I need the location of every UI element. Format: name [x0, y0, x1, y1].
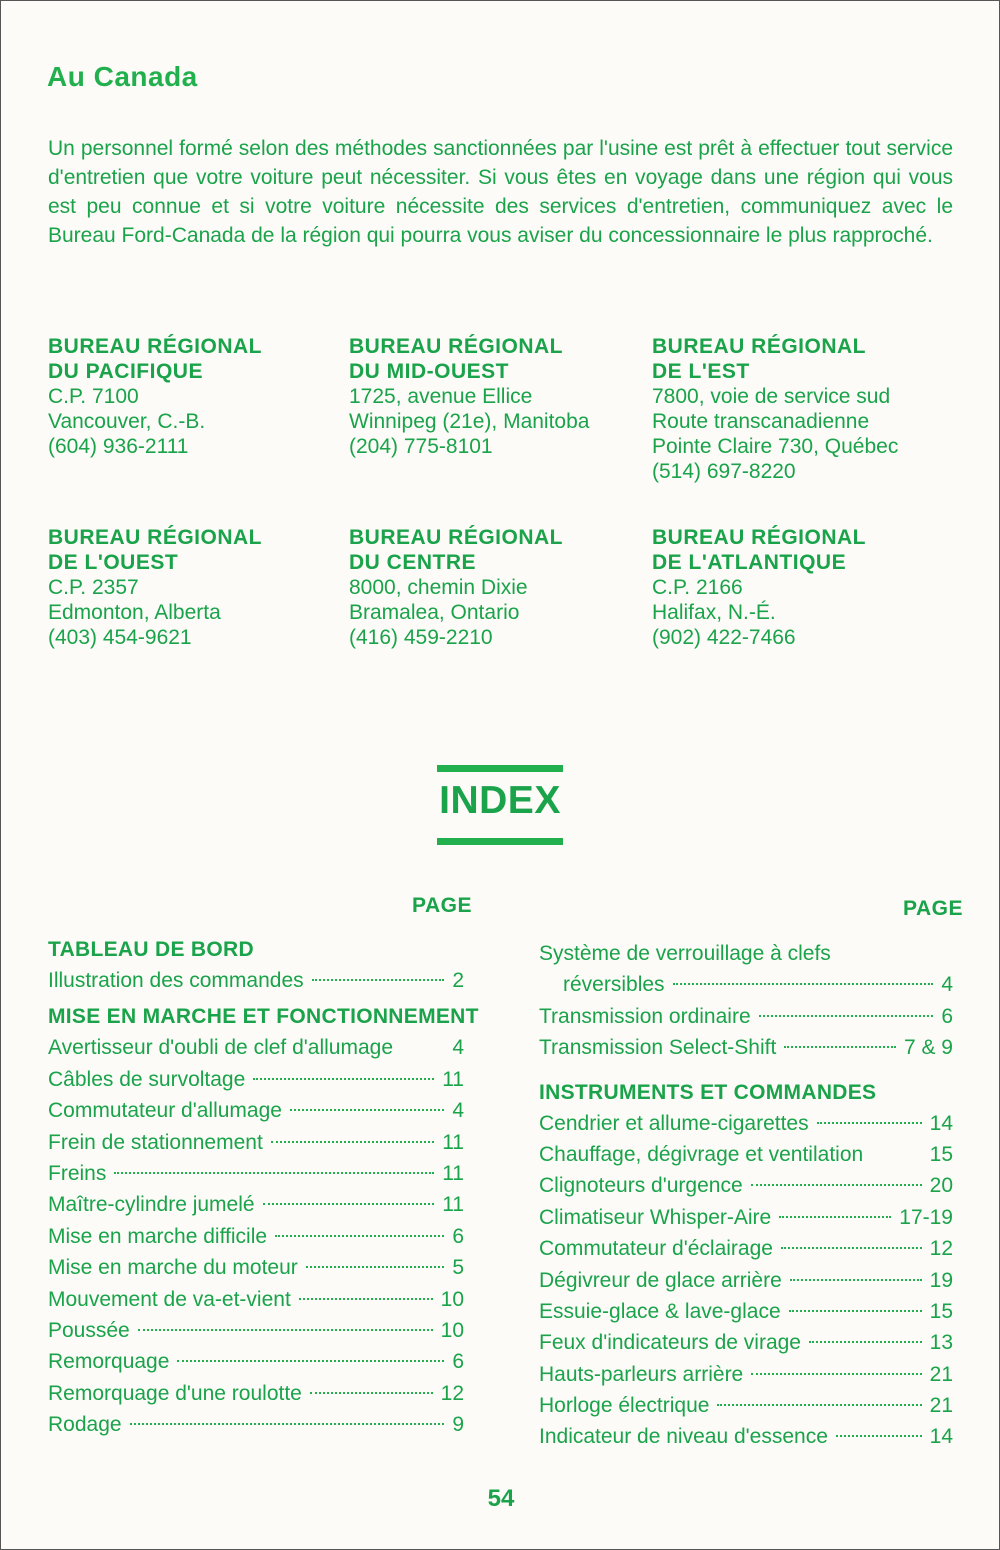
index-entry: réversibles 4: [563, 973, 953, 997]
office-address-line: C.P. 2357: [48, 576, 139, 599]
index-entry: Mise en marche difficile 6: [48, 1224, 464, 1248]
office-phone: (416) 459-2210: [349, 626, 493, 649]
index-entry: Illustration des commandes 2: [48, 969, 464, 992]
index-entry: Avertisseur d'oubli de clef d'allumage 4: [48, 1036, 464, 1060]
index-entry: Mise en marche du moteur 5: [48, 1256, 464, 1280]
index-section-title: INSTRUMENTS ET COMMANDES: [539, 1080, 877, 1104]
index-entry: Dégivreur de glace arrière 19: [539, 1268, 953, 1292]
index-column-left: [48, 934, 479, 1440]
index-bottom-rule: [437, 838, 563, 845]
index-entry: Feux d'indicateurs de virage 13: [539, 1331, 953, 1355]
index-entry: Freins 11: [48, 1161, 464, 1185]
index-entry: Cendrier et allume-cigarettes 14: [539, 1111, 953, 1135]
index-top-rule: [437, 765, 563, 772]
index-entry: Câbles de survoltage 11: [48, 1067, 464, 1091]
office-mid-ouest: [349, 334, 649, 459]
office-title: BUREAU RÉGIONAL: [652, 335, 867, 358]
index-entry: Horloge électrique 21: [539, 1394, 953, 1418]
office-pacifique: [48, 334, 348, 459]
office-ouest: [48, 525, 348, 650]
office-address-line: C.P. 2166: [652, 576, 743, 599]
section-heading: Au Canada: [47, 61, 198, 92]
office-est: [652, 334, 952, 484]
office-address-line: Bramalea, Ontario: [349, 601, 520, 624]
page-column-header-left: PAGE: [412, 894, 472, 917]
index-entry: Remorquage d'une roulotte 12: [48, 1381, 464, 1405]
office-phone: (902) 422-7466: [652, 626, 796, 649]
index-entry: Transmission Select-Shift 7 & 9: [539, 1036, 953, 1060]
index-entry: Système de verrouillage à clefs: [539, 942, 831, 965]
office-title: BUREAU RÉGIONAL: [652, 526, 867, 549]
office-address-line: Halifax, N.-É.: [652, 601, 776, 624]
index-entry: Indicateur de niveau d'essence 14: [539, 1425, 953, 1449]
office-atlantique: [652, 525, 952, 650]
index-entry: Frein de stationnement 11: [48, 1130, 464, 1154]
office-address-line: C.P. 7100: [48, 385, 139, 408]
index-entry: Hauts-parleurs arrière 21: [539, 1362, 953, 1386]
index-section-title: MISE EN MARCHE ET FONCTIONNEMENT: [48, 1005, 479, 1029]
index-entry: Chauffage, dégivrage et ventilation 15: [539, 1142, 953, 1166]
office-address-line: Vancouver, C.-B.: [48, 410, 206, 433]
office-address-line: Route transcanadienne: [652, 410, 870, 433]
office-region: DU PACIFIQUE: [48, 360, 203, 383]
office-phone: (514) 697-8220: [652, 460, 796, 483]
index-entry: Commutateur d'éclairage 12: [539, 1237, 953, 1261]
office-title: BUREAU RÉGIONAL: [349, 526, 564, 549]
office-title: BUREAU RÉGIONAL: [349, 335, 564, 358]
office-address-line: 1725, avenue Ellice: [349, 385, 533, 408]
office-centre: [349, 525, 649, 650]
office-address-line: Winnipeg (21e), Manitoba: [349, 410, 590, 433]
office-region: DE L'ATLANTIQUE: [652, 551, 847, 574]
office-phone: (604) 936-2111: [48, 435, 189, 458]
page-number: 54: [487, 1485, 515, 1512]
office-address-line: 8000, chemin Dixie: [349, 576, 528, 599]
office-address-line: Pointe Claire 730, Québec: [652, 435, 899, 458]
office-title: BUREAU RÉGIONAL: [48, 335, 263, 358]
index-entry: Essuie-glace & lave-glace 15: [539, 1299, 953, 1323]
index-entry: Clignoteurs d'urgence 20: [539, 1174, 953, 1198]
index-entry: Transmission ordinaire 6: [539, 1004, 953, 1028]
office-region: DU CENTRE: [349, 551, 477, 574]
index-entry: Rodage 9: [48, 1413, 464, 1437]
index-title-block: [437, 765, 563, 845]
office-title: BUREAU RÉGIONAL: [48, 526, 263, 549]
index-entry: Climatiseur Whisper-Aire 17-19: [539, 1205, 953, 1229]
index-entry: Commutateur d'allumage 4: [48, 1099, 464, 1123]
office-phone: (204) 775-8101: [349, 435, 493, 458]
index-entry: Maître-cylindre jumelé 11: [48, 1193, 464, 1217]
index-entry: Mouvement de va-et-vient 10: [48, 1287, 464, 1311]
office-region: DE L'EST: [652, 360, 750, 383]
index-title: INDEX: [439, 779, 561, 822]
index-column-right: [539, 938, 953, 1453]
page-column-header-right: PAGE: [903, 897, 963, 920]
office-address-line: 7800, voie de service sud: [652, 385, 891, 408]
office-address-line: Edmonton, Alberta: [48, 601, 221, 624]
index-entry: Poussée 10: [48, 1318, 464, 1342]
office-region: DU MID-OUEST: [349, 360, 509, 383]
office-phone: (403) 454-9621: [48, 626, 192, 649]
index-entry: Remorquage 6: [48, 1350, 464, 1374]
office-region: DE L'OUEST: [48, 551, 179, 574]
index-section-title: TABLEAU DE BORD: [48, 938, 254, 961]
intro-paragraph: Un personnel formé selon des méthodes sanctionnées par l'usine est prêt à effectuer tout service d'entretien que votre voiture peut nécessiter. Si vous êtes en voyage dans une région qui vous est peu connue et si votre voiture nécessite des services d'entretien, communiquez avec le Bureau Ford-Canada de la région qui pourra vous aviser du concessionnaire le plus rapproché.: [48, 137, 953, 247]
